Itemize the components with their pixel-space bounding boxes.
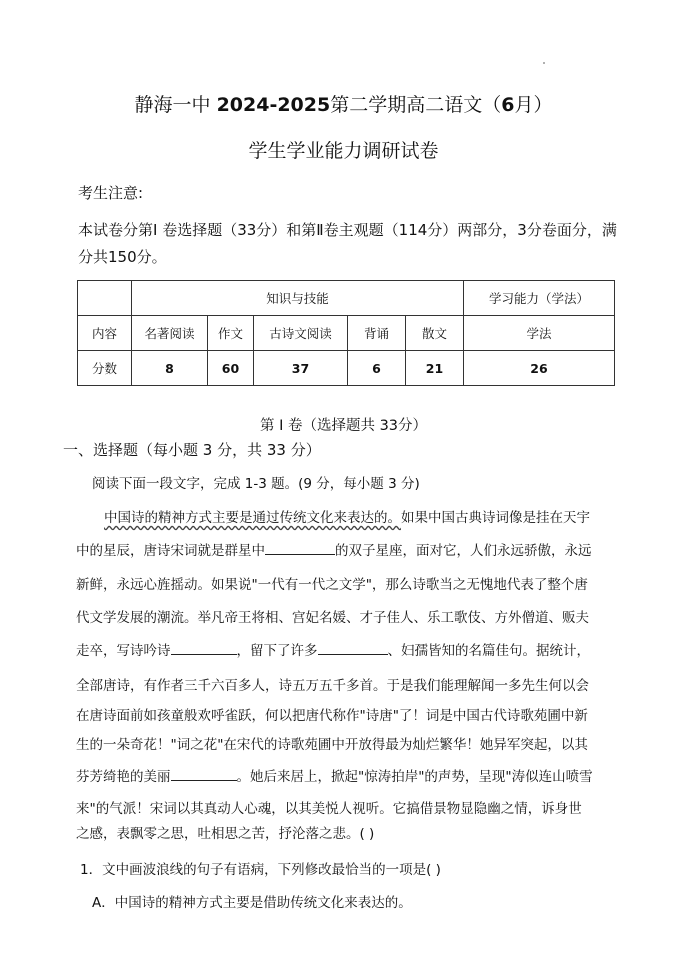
table-score-cell: 6 — [348, 351, 406, 386]
table-column-header: 作文 — [208, 316, 254, 351]
passage-line: 之感，表飘零之思，吐相思之苦，抒沦落之悲。( ) — [76, 826, 375, 842]
answer-blank — [171, 640, 237, 655]
passage-line: 中的星辰，唐诗宋词就是群星中 的双子星座，面对它，人们永远骄傲，永远 — [76, 539, 616, 559]
passage-line: 代文学发展的潮流。举凡帝王将相、宫妃名媛、才子佳人、乐工歌伎、方外僧道、贩夫 — [76, 610, 589, 626]
table-column-header: 学法 — [464, 316, 615, 351]
passage-line: 走卒，写诗吟诗 ，留下了许多 、妇孺皆知的名篇佳句。据统计， — [76, 639, 616, 659]
part1-heading: 第 Ⅰ 卷（选择题共 33分） — [259, 418, 428, 434]
table-row-header: 内容 — [78, 316, 132, 351]
table-row — [78, 281, 615, 316]
answer-blank — [265, 540, 335, 555]
scan-speck — [543, 62, 545, 64]
table-score-cell: 21 — [406, 351, 464, 386]
score-table — [77, 280, 615, 386]
table-row — [78, 351, 615, 386]
answer-blank — [318, 640, 388, 655]
passage-line: 新鲜，永远心旌摇动。如果说"一代有一代之文学"，那么诗歌当之无愧地代表了整个唐 — [76, 577, 588, 593]
reading-instruction: 阅读下面一段文字，完成 1-3 题。(9 分，每小题 3 分) — [92, 476, 420, 492]
table-score-cell: 8 — [132, 351, 208, 386]
wavy-underlined-sentence: 中国诗的精神方式主要是通过传统文化来表达的。 — [104, 510, 401, 526]
exam-title: 静海一中 2024-2025第二学期高二语文（6月） — [134, 94, 553, 116]
exam-subtitle: 学生学业能力调研试卷 — [248, 140, 439, 162]
table-row-header: 分数 — [78, 351, 132, 386]
passage-line: 来"的气派！宋词以其真动人心魂，以其美悦人视听。它搞借景物显隐幽之情，诉身世 — [76, 801, 582, 817]
table-score-cell: 26 — [464, 351, 615, 386]
table-row — [78, 316, 615, 351]
table-score-cell: 37 — [254, 351, 348, 386]
question-stem: 1．文中画波浪线的句子有语病，下列修改最恰当的一项是( ) — [80, 862, 441, 878]
passage-line: 芬芳绮艳的美丽 。她后来居上，掀起"惊涛拍岸"的声势，呈现"涛似连山喷雪 — [76, 765, 616, 785]
table-column-header: 名著阅读 — [132, 316, 208, 351]
answer-blank — [171, 766, 237, 781]
passage-line: 在唐诗面前如孩童般欢呼雀跃，何以把唐代称作"诗唐"了！词是中国古代诗歌苑圃中新 — [76, 708, 588, 724]
table-cell-empty — [78, 281, 132, 316]
table-column-header: 古诗文阅读 — [254, 316, 348, 351]
section-heading: 一、选择题（每小题 3 分，共 33 分） — [63, 441, 321, 459]
passage-line: 生的一朵奇花！"词之花"在宋代的诗歌苑圃中开放得最为灿烂繁华！她异军突起，以其 — [76, 737, 588, 753]
passage-line: 全部唐诗，有作者三千六百多人，诗五万五千多首。于是我们能理解闻一多先生何以会 — [76, 678, 589, 694]
notice-heading: 考生注意: — [78, 184, 144, 202]
table-group-knowledge: 知识与技能 — [132, 281, 464, 316]
passage-line: 中国诗的精神方式主要是通过传统文化来表达的。如果中国古典诗词像是挂在天宇 — [104, 510, 590, 526]
answer-option-a: A．中国诗的精神方式主要是借助传统文化来表达的。 — [92, 895, 412, 911]
table-score-cell: 60 — [208, 351, 254, 386]
table-column-header: 散文 — [406, 316, 464, 351]
table-group-ability: 学习能力（学法） — [464, 281, 615, 316]
notice-text: 本试卷分第Ⅰ 卷选择题（33分）和第Ⅱ卷主观题（114分）两部分，3分卷面分，满分共150分。 — [78, 221, 617, 266]
table-column-header: 背诵 — [348, 316, 406, 351]
